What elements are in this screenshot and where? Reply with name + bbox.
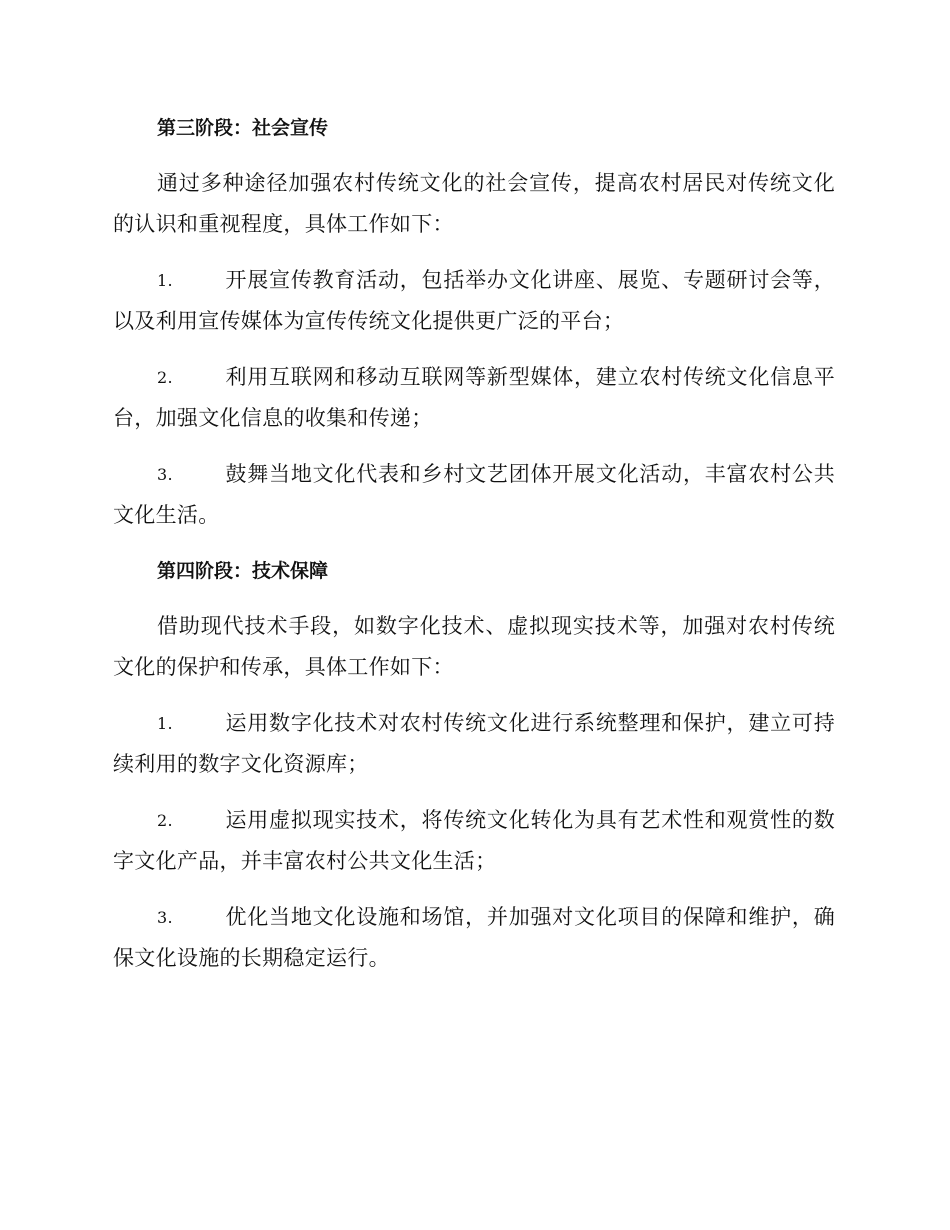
list-item-text: 运用虚拟现实技术，将传统文化转化为具有艺术性和观赏性的数字文化产品，并丰富农村公共文化生活；: [113, 808, 835, 873]
section-heading: 第四阶段：技术保障: [157, 560, 329, 582]
section-intro: 借助现代技术手段，如数字化技术、虚拟现实技术等，加强对农村传统文化的保护和传承，具体工作如下：: [113, 614, 835, 679]
list-item-text: 开展宣传教育活动，包括举办文化讲座、展览、专题研讨会等，以及利用宣传媒体为宣传传统文化提供更广泛的平台；: [113, 268, 835, 333]
list-item-text: 优化当地文化设施和场馆，并加强对文化项目的保障和维护，确保文化设施的长期稳定运行。: [113, 905, 835, 970]
list-number: 2.: [157, 811, 173, 830]
list-number: 1.: [157, 714, 173, 733]
section-intro: 通过多种途径加强农村传统文化的社会宣传，提高农村居民对传统文化的认识和重视程度，具体工作如下：: [113, 171, 835, 236]
list-item: [113, 800, 835, 882]
list-number: 3.: [157, 465, 173, 484]
list-number: 1.: [157, 271, 173, 290]
document-page: [113, 108, 835, 979]
section-stage-four: [113, 551, 835, 979]
list-item-text: 鼓舞当地文化代表和乡村文艺团体开展文化活动，丰富农村公共文化生活。: [113, 462, 835, 527]
list-item: [113, 703, 835, 785]
list-item: [113, 897, 835, 979]
section-stage-three: [113, 108, 835, 536]
list-item-text: 利用互联网和移动互联网等新型媒体，建立农村传统文化信息平台，加强文化信息的收集和传递；: [113, 365, 835, 430]
list-item: [113, 260, 835, 342]
list-item: [113, 357, 835, 439]
list-number: 3.: [157, 908, 173, 927]
list-number: 2.: [157, 368, 173, 387]
list-item: [113, 454, 835, 536]
section-heading: 第三阶段：社会宣传: [157, 117, 329, 139]
list-item-text: 运用数字化技术对农村传统文化进行系统整理和保护，建立可持续利用的数字文化资源库；: [113, 711, 835, 776]
